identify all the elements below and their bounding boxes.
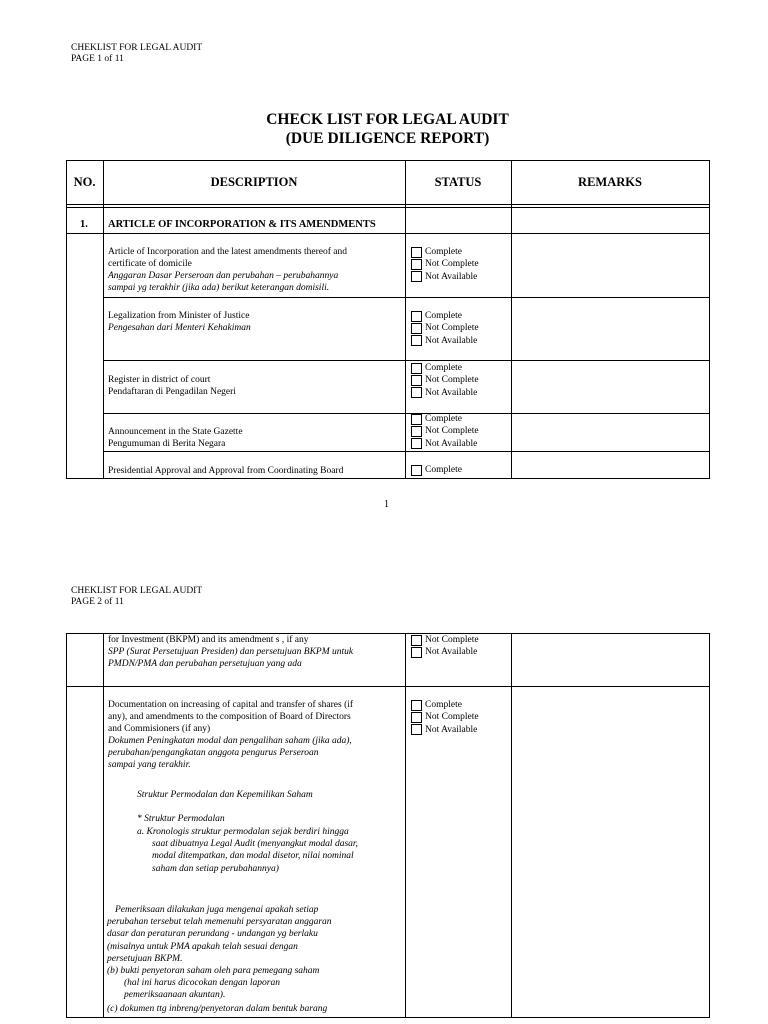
checkbox-not-available[interactable] [411, 724, 422, 735]
checkbox-not-available[interactable] [411, 438, 422, 449]
item-a-line: saat dibuatnya Legal Audit (menyangkut modal dasar, [152, 839, 358, 850]
row-description [108, 426, 243, 450]
document-title [0, 110, 768, 148]
checkbox-not-complete[interactable] [411, 375, 422, 386]
item-b-line: (b) bukti penyetoran saham oleh para pemegang saham [107, 966, 320, 976]
item-a-line: a. Kronologis struktur permodalan sejak berdiri hingga [137, 827, 349, 837]
status-label: Complete [425, 414, 462, 424]
row-description [108, 634, 353, 670]
description-translation: Pengesahan dari Menteri Kehakiman [108, 323, 251, 333]
checkbox-not-complete[interactable] [411, 712, 422, 723]
status-label: Not Complete [425, 635, 479, 645]
description-line: Pengumuman di Berita Negara [108, 439, 226, 449]
pemeriksaan-line: dasar dan peraturan perundang - undangan yg berlaku [107, 929, 318, 940]
item-a [137, 826, 401, 875]
status-options [411, 634, 479, 659]
pemeriksaan-line: Pemeriksaan dilakukan juga mengenai apakah setiap [115, 905, 319, 915]
checkbox-not-available[interactable] [411, 271, 422, 282]
item-b-line: (hal ini harus dicocokan dengan laporan [124, 978, 280, 989]
checkbox-not-available[interactable] [411, 647, 422, 658]
status-options [411, 246, 479, 283]
status-options [411, 310, 479, 347]
description-line: Pendaftaran di Pengadilan Negeri [108, 387, 236, 397]
description-line: Article of Incorporation and the latest amendments thereof and [108, 247, 347, 257]
status-label: Not Complete [425, 426, 479, 437]
status-label: Not Available [425, 647, 478, 658]
status-options [411, 464, 462, 476]
description-line: for Investment (BKPM) and its amendment s , if any [108, 635, 309, 645]
item-c [107, 1003, 401, 1015]
description-line: Announcement in the State Gazette [108, 427, 243, 437]
pemeriksaan-line: persetujuan BKPM. [107, 953, 183, 964]
status-label: Not Available [425, 335, 478, 346]
status-options [411, 413, 479, 450]
pemeriksaan-paragraph [107, 904, 401, 965]
item-c-line: (c) dokumen ttg inbreng/penyetoran dalam bentuk barang [107, 1004, 328, 1014]
description-line: any), and amendments to the composition of Board of Directors [108, 712, 351, 722]
checkbox-not-complete[interactable] [411, 323, 422, 334]
checkbox-complete[interactable] [411, 414, 422, 425]
checkbox-complete[interactable] [411, 700, 422, 711]
status-label: Complete [425, 363, 462, 373]
header-title: CHEKLIST FOR LEGAL AUDIT [71, 43, 203, 53]
section-title: ARTICLE OF INCORPORATION & ITS AMENDMENTS [108, 219, 376, 230]
row-description [108, 465, 343, 477]
checkbox-complete[interactable] [411, 247, 422, 258]
title-line-2: (DUE DILIGENCE REPORT) [285, 130, 490, 147]
item-b [107, 965, 401, 1002]
page-header [71, 43, 202, 65]
status-options [411, 362, 479, 399]
struktur-heading: Struktur Permodalan dan Kepemilikan Saham [137, 790, 313, 800]
checkbox-not-available[interactable] [411, 335, 422, 346]
pemeriksaan-line: (misalnya untuk PMA apakah telah sesuai dengan [107, 941, 298, 952]
item-a-line: modal ditempatkan, dan modal disetor, nilai nominal [152, 851, 354, 862]
status-label: Complete [425, 311, 462, 321]
header-title: CHEKLIST FOR LEGAL AUDIT [71, 586, 203, 596]
column-header-description: DESCRIPTION [210, 175, 298, 189]
section-number: 1. [80, 219, 88, 230]
description-line: Legalization from Minister of Justice [108, 311, 250, 321]
status-label: Not Complete [425, 712, 479, 723]
status-label: Not Complete [425, 259, 479, 270]
checkbox-not-complete[interactable] [411, 635, 422, 646]
description-translation: Anggaran Dasar Perseroan dan perubahan – perubahannya [108, 271, 339, 281]
description-translation: perubahan/pengangkatan anggota pengurus Perseroan [108, 748, 319, 758]
page-header [71, 586, 202, 608]
status-options [411, 699, 479, 736]
checkbox-not-complete[interactable] [411, 426, 422, 437]
item-a-line: saham dan setiap perubahannya) [152, 863, 279, 874]
checkbox-complete[interactable] [411, 363, 422, 374]
status-label: Not Available [425, 387, 478, 398]
description-line: Register in district of court [108, 375, 211, 385]
description-translation: sampai yang terakhir. [108, 760, 191, 770]
page-number: 1 [384, 499, 389, 510]
description-translation: sampai yg terakhir (jika ada) berikut keterangan domisili. [108, 283, 330, 293]
struktur-subheading: * Struktur Permodalan [137, 814, 225, 824]
description-line: Presidential Approval and Approval from Coordinating Board [108, 466, 344, 476]
status-label: Not Complete [425, 323, 479, 334]
description-translation: PMDN/PMA dan perubahan persetujuan yang ada [108, 659, 302, 669]
status-label: Not Complete [425, 375, 479, 386]
description-line: certificate of domicile [108, 259, 192, 269]
description-line: and Commisioners (if any) [108, 724, 211, 734]
status-label: Not Available [425, 724, 478, 735]
column-header-no: NO. [73, 175, 96, 189]
header-page: PAGE 2 of 11 [71, 597, 124, 607]
description-translation: Dokumen Peningkatan modal dan pengalihan saham (jika ada), [108, 736, 352, 746]
column-header-status: STATUS [434, 175, 482, 189]
description-translation: SPP (Surat Persetujuan Presiden) dan persetujuan BKPM untuk [108, 647, 354, 657]
column-header-remarks: REMARKS [578, 175, 642, 189]
status-label: Complete [425, 700, 462, 710]
title-line-1: CHECK LIST FOR LEGAL AUDIT [266, 111, 509, 128]
row-description [108, 699, 353, 771]
status-label: Complete [425, 465, 462, 475]
status-label: Not Available [425, 438, 478, 449]
item-b-line: pemeriksaanaan akuntan). [124, 990, 226, 1001]
checkbox-complete[interactable] [411, 465, 422, 476]
status-label: Not Available [425, 271, 478, 282]
row-description [108, 246, 347, 294]
header-page: PAGE 1 of 11 [71, 54, 124, 64]
row-description [108, 374, 236, 398]
row-description [108, 310, 251, 334]
pemeriksaan-line: perubahan tersebut telah memenuhi persyaratan anggaran [107, 917, 332, 928]
checkbox-not-available[interactable] [411, 387, 422, 398]
checkbox-complete[interactable] [411, 311, 422, 322]
status-label: Complete [425, 247, 462, 257]
checkbox-not-complete[interactable] [411, 259, 422, 270]
description-line: Documentation on increasing of capital and transfer of shares (if [108, 700, 354, 710]
